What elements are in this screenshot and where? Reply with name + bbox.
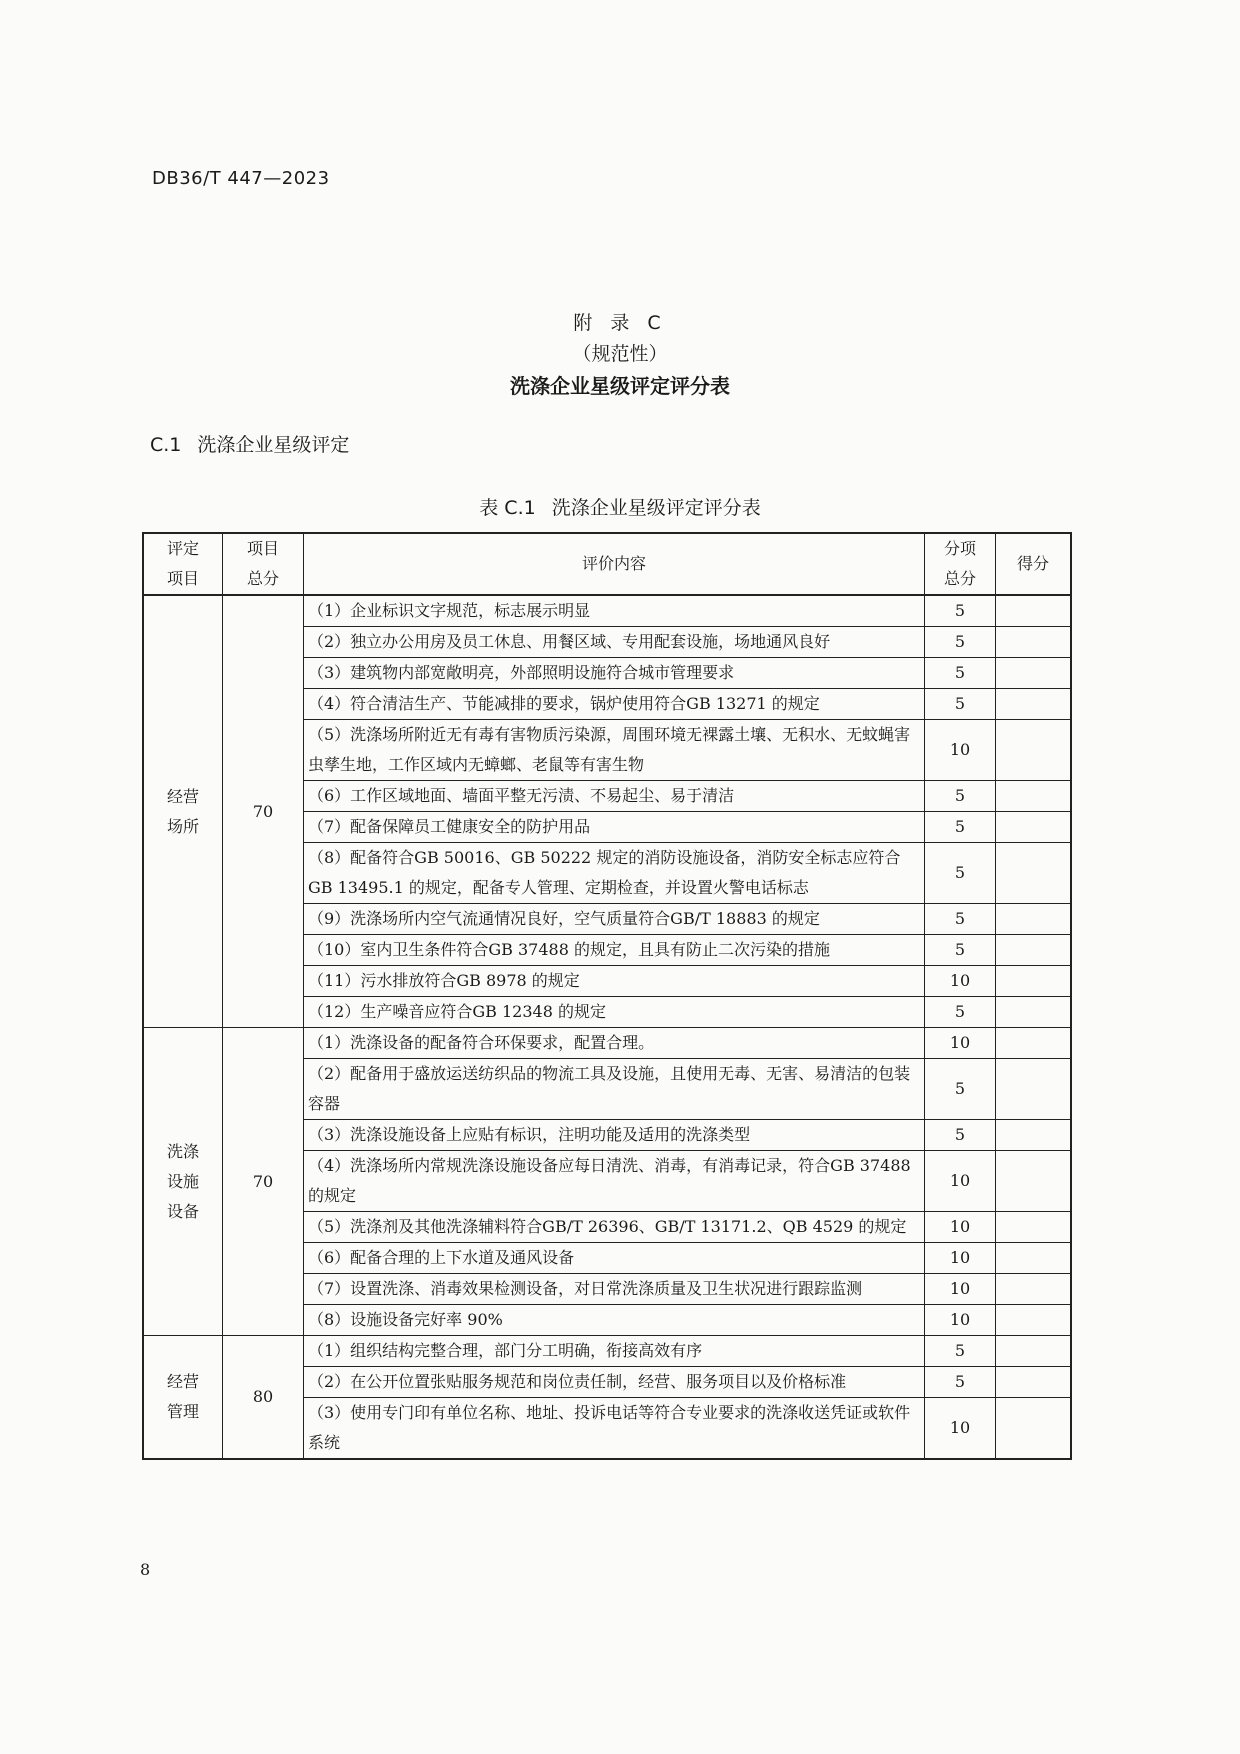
table-row xyxy=(143,1336,1071,1367)
subtotal-cell: 10 xyxy=(925,1151,996,1212)
content-cell: （7）设置洗涤、消毒效果检测设备，对日常洗涤质量及卫生状况进行跟踪监测 xyxy=(304,1274,925,1305)
category-cell: 洗涤设施设备 xyxy=(143,1028,223,1336)
score-cell xyxy=(996,1212,1072,1243)
table-caption xyxy=(0,493,1240,520)
table-number: 表 C.1 xyxy=(479,497,536,519)
content-cell: （2）配备用于盛放运送纺织品的物流工具及设施，且使用无毒、无害、易清洁的包装容器 xyxy=(304,1059,925,1120)
score-cell xyxy=(996,966,1072,997)
content-cell: （4）洗涤场所内常规洗涤设施设备应每日清洗、消毒，有消毒记录，符合GB 37488 的规定 xyxy=(304,1151,925,1212)
page-number: 8 xyxy=(140,1560,151,1579)
score-cell xyxy=(996,1305,1072,1336)
content-cell: （5）洗涤场所附近无有毒有害物质污染源，周围环境无裸露土壤、无积水、无蚊蝇害虫孳生地，工作区域内无蟑螂、老鼠等有害生物 xyxy=(304,720,925,781)
score-cell xyxy=(996,935,1072,966)
subtotal-cell: 10 xyxy=(925,1274,996,1305)
content-cell: （12）生产噪音应符合GB 12348 的规定 xyxy=(304,997,925,1028)
content-cell: （2）独立办公用房及员工休息、用餐区域、专用配套设施，场地通风良好 xyxy=(304,627,925,658)
subtotal-cell: 10 xyxy=(925,1028,996,1059)
header-total: 项目总分 xyxy=(223,533,304,595)
header-category: 评定项目 xyxy=(143,533,223,595)
subtotal-cell: 10 xyxy=(925,720,996,781)
subtotal-cell: 5 xyxy=(925,1120,996,1151)
score-cell xyxy=(996,812,1072,843)
header-content: 评价内容 xyxy=(304,533,925,595)
header-score: 得分 xyxy=(996,533,1072,595)
subtotal-cell: 5 xyxy=(925,935,996,966)
subtotal-cell: 5 xyxy=(925,627,996,658)
score-cell xyxy=(996,720,1072,781)
category-cell: 经营场所 xyxy=(143,595,223,1028)
content-cell: （1）企业标识文字规范，标志展示明显 xyxy=(304,595,925,627)
subtotal-cell: 5 xyxy=(925,1367,996,1398)
total-cell: 70 xyxy=(223,595,304,1028)
subtotal-cell: 10 xyxy=(925,1212,996,1243)
score-cell xyxy=(996,595,1072,627)
section-number: C.1 xyxy=(150,434,182,456)
content-cell: （11）污水排放符合GB 8978 的规定 xyxy=(304,966,925,997)
content-cell: （8）配备符合GB 50016、GB 50222 规定的消防设施设备，消防安全标志应符合GB 13495.1 的规定，配备专人管理、定期检查，并设置火警电话标志 xyxy=(304,843,925,904)
score-cell xyxy=(996,1336,1072,1367)
table-row xyxy=(143,595,1071,627)
content-cell: （1）组织结构完整合理，部门分工明确，衔接高效有序 xyxy=(304,1336,925,1367)
score-cell xyxy=(996,1398,1072,1460)
content-cell: （1）洗涤设备的配备符合环保要求，配置合理。 xyxy=(304,1028,925,1059)
appendix-normative-label: （规范性） xyxy=(572,343,668,365)
table-row xyxy=(143,1028,1071,1059)
total-cell: 80 xyxy=(223,1336,304,1460)
content-cell: （6）配备合理的上下水道及通风设备 xyxy=(304,1243,925,1274)
subtotal-cell: 5 xyxy=(925,997,996,1028)
score-cell xyxy=(996,658,1072,689)
content-cell: （3）建筑物内部宽敞明亮，外部照明设施符合城市管理要求 xyxy=(304,658,925,689)
content-cell: （10）室内卫生条件符合GB 37488 的规定，且具有防止二次污染的措施 xyxy=(304,935,925,966)
score-cell xyxy=(996,997,1072,1028)
score-cell xyxy=(996,1274,1072,1305)
content-cell: （6）工作区域地面、墙面平整无污渍、不易起尘、易于清洁 xyxy=(304,781,925,812)
score-cell xyxy=(996,1243,1072,1274)
content-cell: （5）洗涤剂及其他洗涤辅料符合GB/T 26396、GB/T 13171.2、QB 4529 的规定 xyxy=(304,1212,925,1243)
section-heading xyxy=(150,430,349,457)
subtotal-cell: 10 xyxy=(925,1398,996,1460)
table-body xyxy=(143,595,1071,1459)
table-header-row xyxy=(143,533,1071,595)
score-cell xyxy=(996,689,1072,720)
subtotal-cell: 5 xyxy=(925,1336,996,1367)
subtotal-cell: 5 xyxy=(925,904,996,935)
header-subtotal: 分项总分 xyxy=(925,533,996,595)
appendix-name: 洗涤企业星级评定评分表 xyxy=(510,374,730,398)
score-cell xyxy=(996,781,1072,812)
table-title: 洗涤企业星级评定评分表 xyxy=(551,497,761,519)
subtotal-cell: 5 xyxy=(925,781,996,812)
content-cell: （8）设施设备完好率 90% xyxy=(304,1305,925,1336)
content-cell: （4）符合清洁生产、节能减排的要求，锅炉使用符合GB 13271 的规定 xyxy=(304,689,925,720)
subtotal-cell: 10 xyxy=(925,1243,996,1274)
content-cell: （3）洗涤设施设备上应贴有标识，注明功能及适用的洗涤类型 xyxy=(304,1120,925,1151)
content-cell: （3）使用专门印有单位名称、地址、投诉电话等符合专业要求的洗涤收送凭证或软件系统 xyxy=(304,1398,925,1460)
subtotal-cell: 10 xyxy=(925,966,996,997)
score-cell xyxy=(996,1151,1072,1212)
category-cell: 经营管理 xyxy=(143,1336,223,1460)
subtotal-cell: 5 xyxy=(925,843,996,904)
subtotal-cell: 5 xyxy=(925,595,996,627)
score-cell xyxy=(996,904,1072,935)
document-id: DB36/T 447—2023 xyxy=(152,168,330,189)
score-cell xyxy=(996,1367,1072,1398)
appendix-title: 附 录 C xyxy=(573,312,667,334)
content-cell: （2）在公开位置张贴服务规范和岗位责任制，经营、服务项目以及价格标准 xyxy=(304,1367,925,1398)
subtotal-cell: 5 xyxy=(925,658,996,689)
score-table xyxy=(142,532,1072,1460)
score-cell xyxy=(996,627,1072,658)
content-cell: （9）洗涤场所内空气流通情况良好，空气质量符合GB/T 18883 的规定 xyxy=(304,904,925,935)
score-cell xyxy=(996,1028,1072,1059)
subtotal-cell: 5 xyxy=(925,689,996,720)
total-cell: 70 xyxy=(223,1028,304,1336)
score-cell xyxy=(996,843,1072,904)
score-cell xyxy=(996,1120,1072,1151)
subtotal-cell: 5 xyxy=(925,1059,996,1120)
section-title: 洗涤企业星级评定 xyxy=(197,434,350,456)
score-cell xyxy=(996,1059,1072,1120)
subtotal-cell: 10 xyxy=(925,1305,996,1336)
subtotal-cell: 5 xyxy=(925,812,996,843)
content-cell: （7）配备保障员工健康安全的防护用品 xyxy=(304,812,925,843)
